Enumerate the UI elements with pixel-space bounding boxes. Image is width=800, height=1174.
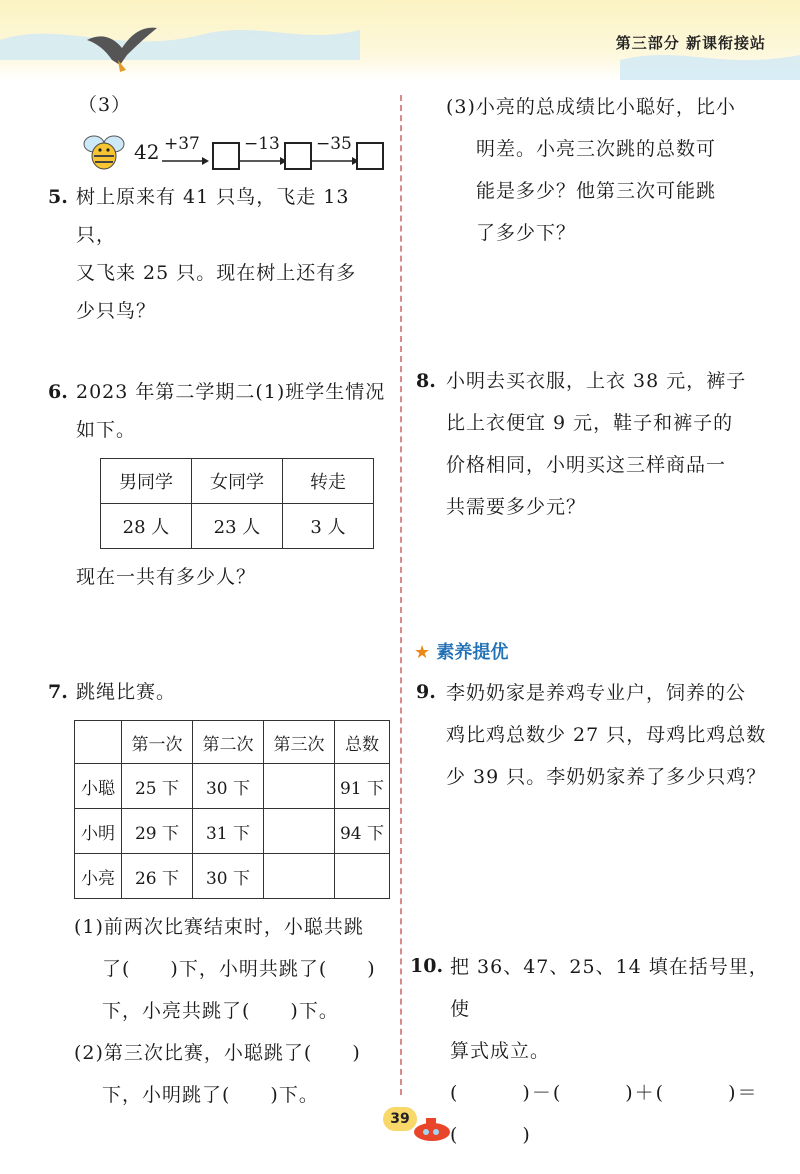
table-cell: 26 下 [122,854,193,899]
q7-part3-line: (3)小亮的总成绩比小聪好，比小 [446,96,736,118]
table-cell: 23 人 [192,504,283,549]
column-divider [400,95,402,1095]
section-label: 第三部分 新课衔接站 [615,34,766,52]
q6-line: 如下。 [76,419,137,441]
chain-start: 42 [134,140,160,164]
table-cell [264,854,335,899]
submarine-icon [410,1110,454,1144]
q7-part3-line: 能是多少？他第三次可能跳 [476,180,717,202]
student-table [100,458,374,549]
answer-box-3[interactable] [356,142,384,170]
arrow-icon [240,156,288,166]
chain-op-3: −35 [316,134,352,154]
q8-line: 价格相同，小明买这三样商品一 [446,454,727,476]
bee-icon [80,128,128,174]
table-cell: 小明 [75,809,122,854]
q7-part3-line: 了多少下？ [476,222,577,244]
seagull-icon [82,20,162,80]
table-header-cell: 第二次 [193,721,264,764]
q6-line: 2023 年第二学期二(1)班学生情况 [76,381,386,403]
q4-subpart-label: （3） [78,94,132,116]
q7-part-line: 下，小明跳了( )下。 [102,1084,319,1106]
q7-number: 7. [48,681,68,703]
table-cell: 30 下 [193,764,264,809]
table-cell: 小亮 [75,854,122,899]
q8-line: 共需要多少元？ [446,496,587,518]
table-cell: 3 人 [283,504,374,549]
q7-title: 跳绳比赛。 [76,681,177,703]
table-cell [335,854,390,899]
q10-expression-result[interactable]: ( ) [450,1124,532,1146]
table-cell: 30 下 [193,854,264,899]
table-cell: 94 下 [335,809,390,854]
table-cell [264,809,335,854]
table-header-cell: 转走 [283,459,374,504]
q7-part-line: (1)前两次比赛结束时，小聪共跳 [74,916,364,938]
table-cell: 91 下 [335,764,390,809]
q9-number: 9. [416,681,436,703]
table-cell: 31 下 [193,809,264,854]
table-cell: 小聪 [75,764,122,809]
q7-part3-text [446,86,766,254]
section-badge-label: 素养提优 [436,642,509,663]
answer-box-2[interactable] [284,142,312,170]
q8-line: 小明去买衣服，上衣 38 元，裤子 [446,370,747,392]
table-cell: 28 人 [101,504,192,549]
q8-number: 8. [416,370,436,392]
q5-line: 又飞来 25 只。现在树上还有多 [76,262,357,284]
table-cell: 25 下 [122,764,193,809]
q8-line: 比上衣便宜 9 元，鞋子和裤子的 [446,412,734,434]
chain-op-1: +37 [164,134,200,154]
q9-line: 鸡比鸡总数少 27 只，母鸡比鸡总数 [446,724,767,746]
q7-part-line: (2)第三次比赛，小聪跳了( ) [74,1042,361,1064]
q8-text [446,360,776,528]
q9-line: 少 39 只。李奶奶家养了多少只鸡？ [446,766,767,788]
q9-text [446,672,786,798]
table-cell: 29 下 [122,809,193,854]
q9-line: 李奶奶家是养鸡专业户，饲养的公 [446,682,747,704]
q6-question: 现在一共有多少人？ [76,566,257,588]
page-number: 39 [383,1107,417,1131]
table-header-cell: 第一次 [122,721,193,764]
arrow-icon [162,156,210,166]
table-header-cell: 男同学 [101,459,192,504]
q10-text [450,946,780,1156]
chain-op-2: −13 [244,134,280,154]
q7-parts [74,906,394,1116]
arrow-icon [312,156,360,166]
q5-number: 5. [48,186,68,208]
star-icon: ★ [414,642,431,663]
table-header-cell [75,721,122,764]
q5-line: 少只鸟？ [76,300,157,322]
q6-text [76,373,392,449]
jump-rope-table [74,720,390,899]
table-header-cell: 女同学 [192,459,283,504]
q7-part-line: 下，小亮共跳了( )下。 [102,1000,339,1022]
q10-line: 把 36、47、25、14 填在括号里，使 [450,956,769,1020]
q5-text [76,178,392,330]
q10-line: 算式成立。 [450,1040,551,1062]
q7-part-line: 了( )下，小明共跳了( ) [102,958,376,980]
q7-part3-line: 明差。小亮三次跳的总数可 [476,138,717,160]
q5-line: 树上原来有 41 只鸟，飞走 13 只， [76,186,350,246]
calculation-chain [134,136,394,170]
q10-number: 10. [410,955,444,977]
table-header-cell: 第三次 [264,721,335,764]
table-header-cell: 总数 [335,721,390,764]
section-badge [414,638,508,664]
table-cell [264,764,335,809]
q6-number: 6. [48,381,68,403]
answer-box-1[interactable] [212,142,240,170]
q10-expression[interactable]: ( )－( )＋( )＝ [450,1082,759,1104]
